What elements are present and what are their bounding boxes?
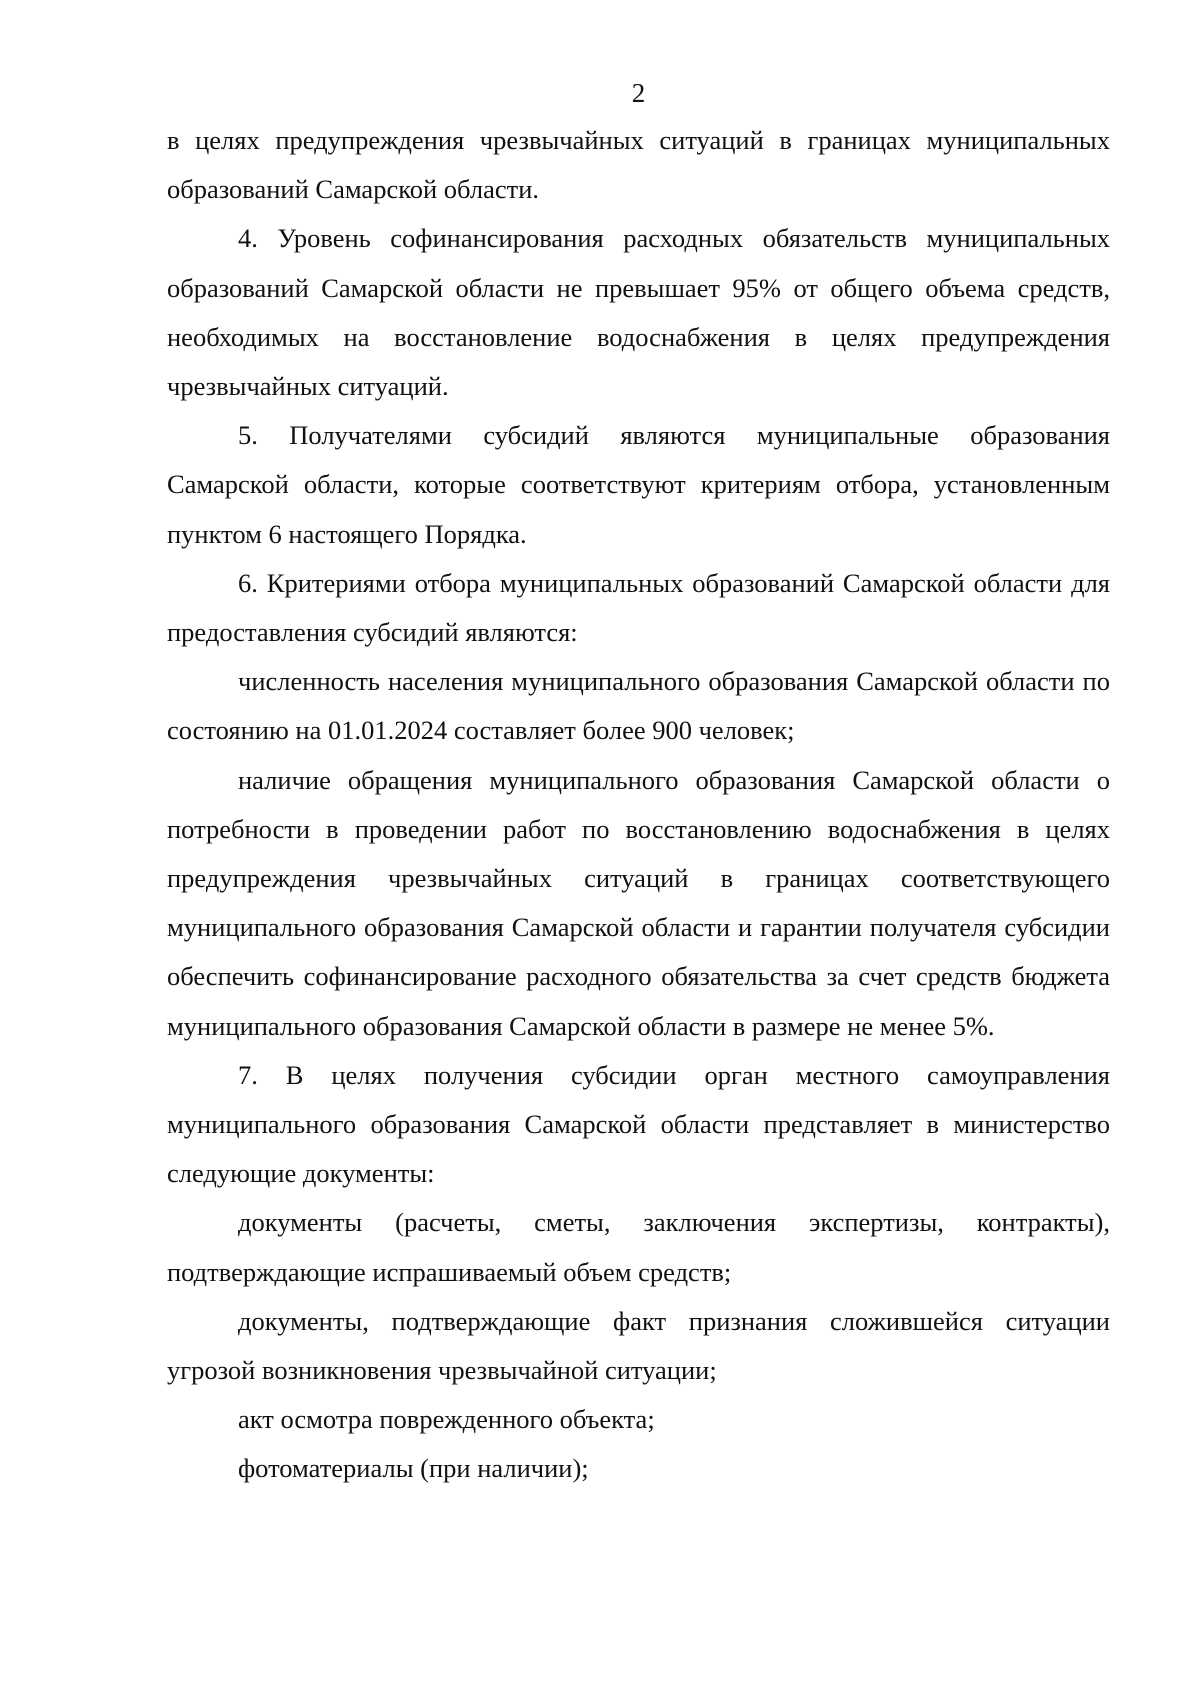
paragraph-item-4: 4. Уровень софинансирования расходных обязательств муниципальных образований Самарской области не превышает 95% от общего объема средств, необходимых на восстановление водоснабжения в целях предупреждения чрезвычайных ситуаций. — [167, 223, 1110, 402]
paragraph-item-7: 7. В целях получения субсидии орган местного самоуправления муниципального образования Самарской области представляет в министерство следующие документы: — [167, 1059, 1110, 1189]
paragraph-item-5: 5. Получателями субсидий являются муниципальные образования Самарской области, которые соответствуют критериям отбора, установленным пунктом 6 настоящего Порядка. — [167, 420, 1110, 549]
criterion-request: наличие обращения муниципального образования Самарской области о потребности в проведении работ по восстановлению водоснабжения в целях предупреждения чрезвычайных ситуаций в границах соответствующего муниципального образования Самарской области и гарантии получателя субсидии обеспечить софинансирование расходного обязательства за счет средств бюджета муниципального образования Самарской области в размере не менее 5%. — [167, 764, 1110, 1041]
paragraph-item-6: 6. Критериями отбора муниципальных образований Самарской области для предоставления субсидий являются: — [167, 567, 1110, 648]
document-list-item-calculations: документы (расчеты, сметы, заключения экспертизы, контракты), подтверждающие испрашиваемый объем средств; — [167, 1207, 1110, 1287]
page-number: 2 — [631, 78, 646, 108]
document-body — [167, 116, 1110, 1494]
paragraph-continuation: в целях предупреждения чрезвычайных ситуаций в границах муниципальных образований Самарской области. — [167, 125, 1110, 205]
criterion-population: численность населения муниципального образования Самарской области по состоянию на 01.01.2024 составляет более 900 человек; — [167, 666, 1110, 746]
document-list-item-inspection-act: акт осмотра поврежденного объекта; — [238, 1404, 655, 1435]
document-list-item-emergency-threat: документы, подтверждающие факт признания сложившейся ситуации угрозой возникновения чрезвычайной ситуации; — [167, 1305, 1110, 1386]
document-list-item-photos: фотоматериалы (при наличии); — [238, 1453, 589, 1484]
